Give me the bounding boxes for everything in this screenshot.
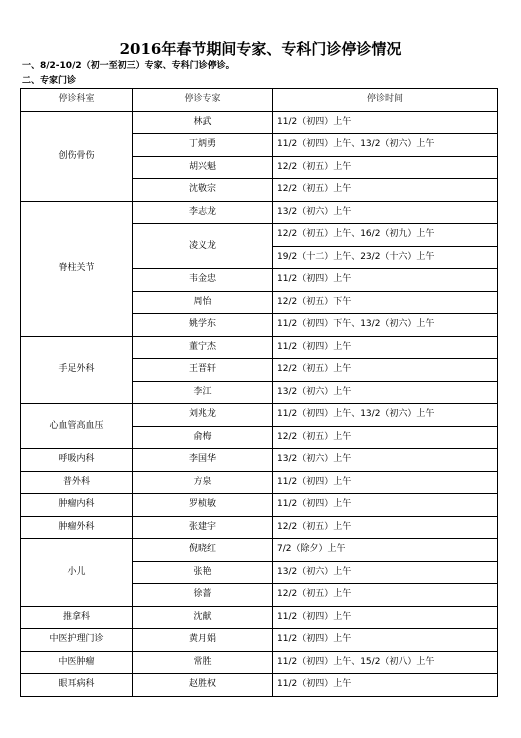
dept-cell: 小儿 <box>21 539 133 607</box>
dept-cell: 肿瘤外科 <box>21 516 133 539</box>
time-cell: 11/2（初四）上午 <box>273 471 498 494</box>
time-cell: 12/2（初五）上午 <box>273 359 498 382</box>
note-closure: 一、8/2-10/2（初一至初三）专家、专科门诊停诊。 <box>22 61 235 71</box>
dept-cell: 中医护理门诊 <box>21 629 133 652</box>
expert-cell: 徐蔷 <box>133 584 273 607</box>
time-cell: 19/2（十二）上午、23/2（十六）上午 <box>273 246 498 269</box>
table-row <box>21 404 498 427</box>
table-row <box>21 516 498 539</box>
expert-cell: 林武 <box>133 111 273 134</box>
expert-cell: 凌义龙 <box>133 224 273 269</box>
expert-cell: 周怡 <box>133 291 273 314</box>
time-cell: 12/2（初五）上午 <box>273 516 498 539</box>
time-cell: 11/2（初四）上午 <box>273 629 498 652</box>
time-cell: 7/2（除夕）上午 <box>273 539 498 562</box>
expert-cell: 常胜 <box>133 651 273 674</box>
time-cell: 11/2（初四）上午 <box>273 494 498 517</box>
dept-cell: 中医肿瘤 <box>21 651 133 674</box>
time-cell: 12/2（初五）上午、16/2（初九）上午 <box>273 224 498 247</box>
time-cell: 12/2（初五）上午 <box>273 426 498 449</box>
expert-cell: 俞梅 <box>133 426 273 449</box>
table-row <box>21 111 498 134</box>
expert-cell: 董宁杰 <box>133 336 273 359</box>
dept-cell: 创伤骨伤 <box>21 111 133 201</box>
closure-table <box>20 88 498 697</box>
dept-cell: 眼耳病科 <box>21 674 133 697</box>
time-cell: 11/2（初四）上午、13/2（初六）上午 <box>273 134 498 157</box>
header-time: 停诊时间 <box>273 89 498 112</box>
expert-cell: 倪晓红 <box>133 539 273 562</box>
table-row <box>21 629 498 652</box>
table-row <box>21 539 498 562</box>
time-cell: 12/2（初五）上午 <box>273 584 498 607</box>
dept-cell: 推拿科 <box>21 606 133 629</box>
table-row <box>21 336 498 359</box>
dept-cell: 脊柱关节 <box>21 201 133 336</box>
dept-cell: 呼吸内科 <box>21 449 133 472</box>
expert-cell: 王晋轩 <box>133 359 273 382</box>
table-row <box>21 651 498 674</box>
time-cell: 11/2（初四）上午 <box>273 111 498 134</box>
dept-cell: 手足外科 <box>21 336 133 404</box>
time-cell: 13/2（初六）上午 <box>273 201 498 224</box>
time-cell: 13/2（初六）上午 <box>273 449 498 472</box>
dept-cell: 肿瘤内科 <box>21 494 133 517</box>
time-cell: 11/2（初四）上午、13/2（初六）上午 <box>273 404 498 427</box>
expert-cell: 张艳 <box>133 561 273 584</box>
time-cell: 11/2（初四）上午 <box>273 269 498 292</box>
expert-cell: 李江 <box>133 381 273 404</box>
time-cell: 13/2（初六）上午 <box>273 561 498 584</box>
table-header-row <box>21 89 498 112</box>
time-cell: 12/2（初五）上午 <box>273 179 498 202</box>
table-row <box>21 674 498 697</box>
expert-cell: 丁炳勇 <box>133 134 273 157</box>
expert-cell: 沈献 <box>133 606 273 629</box>
table-row <box>21 494 498 517</box>
expert-cell: 胡兴魁 <box>133 156 273 179</box>
expert-cell: 黄月娟 <box>133 629 273 652</box>
expert-cell: 李国华 <box>133 449 273 472</box>
time-cell: 11/2（初四）上午、15/2（初八）上午 <box>273 651 498 674</box>
header-expert: 停诊专家 <box>133 89 273 112</box>
expert-cell: 方泉 <box>133 471 273 494</box>
time-cell: 12/2（初五）上午 <box>273 156 498 179</box>
expert-cell: 姚学东 <box>133 314 273 337</box>
table-row <box>21 449 498 472</box>
time-cell: 11/2（初四）上午 <box>273 606 498 629</box>
dept-cell: 普外科 <box>21 471 133 494</box>
time-cell: 11/2（初四）上午 <box>273 674 498 697</box>
table-row <box>21 201 498 224</box>
page-title: 2016年春节期间专家、专科门诊停诊情况 <box>119 40 402 58</box>
expert-cell: 刘兆龙 <box>133 404 273 427</box>
expert-cell: 罗桢敏 <box>133 494 273 517</box>
time-cell: 13/2（初六）上午 <box>273 381 498 404</box>
time-cell: 12/2（初五）下午 <box>273 291 498 314</box>
expert-cell: 沈敬宗 <box>133 179 273 202</box>
expert-cell: 李志龙 <box>133 201 273 224</box>
expert-cell: 张建宇 <box>133 516 273 539</box>
time-cell: 11/2（初四）下午、13/2（初六）上午 <box>273 314 498 337</box>
expert-cell: 赵胜权 <box>133 674 273 697</box>
table-row <box>21 606 498 629</box>
table-row <box>21 471 498 494</box>
time-cell: 11/2（初四）上午 <box>273 336 498 359</box>
dept-cell: 心血管高血压 <box>21 404 133 449</box>
expert-cell: 韦金忠 <box>133 269 273 292</box>
section-heading: 二、专家门诊 <box>22 76 77 86</box>
header-dept: 停诊科室 <box>21 89 133 112</box>
